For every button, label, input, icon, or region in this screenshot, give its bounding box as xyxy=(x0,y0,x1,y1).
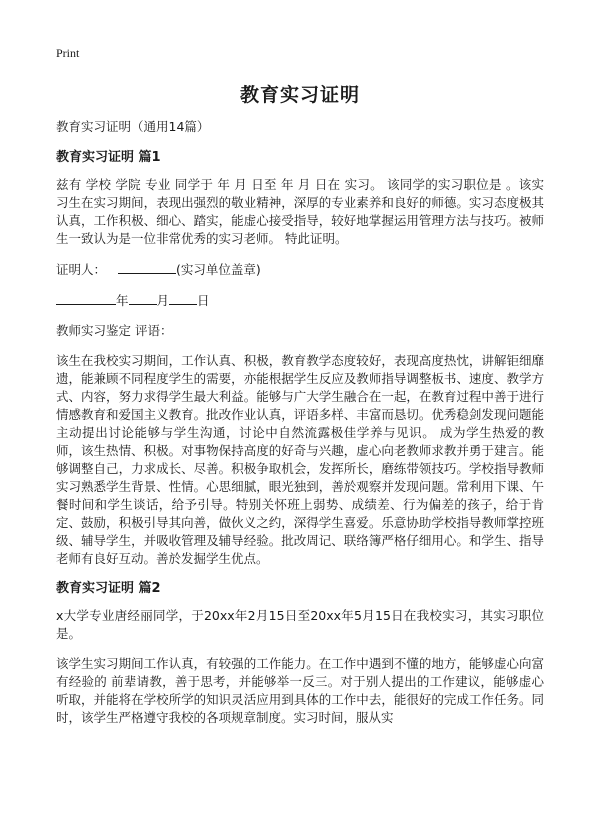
section2-paragraph-2: 该学生实习期间工作认真，有较强的工作能力。在工作中遇到不懂的地方，能够虚心向富有经验的 前辈请教，善于思考，并能够举一反三。对于别人提出的工作建议，能够虚心听取，并能将在学校所学的知识灵活应用到具体的工作中去，能很好的完成工作任务。同时，该学生严格遵守我校的各项规章制度。实习时间，服从实 xyxy=(56,656,544,725)
section2-paragraph-1: x大学专业唐经丽同学，于20xx年2月15日至20xx年5月15日在我校实习，其实习职位是。 xyxy=(56,608,544,641)
date-line xyxy=(56,291,544,310)
print-link[interactable]: Print xyxy=(56,46,80,60)
section-heading-2: 教育实习证明 篇2 xyxy=(56,581,161,596)
evaluation-body: 该生在我校实习期间，工作认真、积极，教育教学态度较好，表现高度热忱，讲解钜细靡遗，能兼顾不同程度学生的需要，亦能根据学生反应及教师指导调整板书、速度、教学方式、内容，努力求得学生最大利益。能够与广大学生融合在一起，在教育过程中善于进行情感教育和爱国主义教育。批改作业认真，评语多样、丰富而恳切。优秀稳剑发现问题能主动提出讨论能够与学生沟通，讨论中自然流露极佳学养与见识。 成为学生热爱的教师，该生热情、积极。对事物保持高度的好奇与兴趣，虚心向老教师求教并勇于建言。能够调整自己，力求成长、尽善。积极争取机会，发挥所长，磨练带领技巧。学校指导教师实习熟悉学生背景、性情。心思细腻，眼光独到，善於观察并发现问题。常利用下课、午餐时间和学生谈话，给予引导。特别关怀班上弱势、成绩差、行为偏差的孩子，给于肯定、鼓励，积极引导其向善，做伙义之约，深得学生喜爱。乐意协助学校指导教师掌控班级、辅导学生，并吸收管理及辅导经验。批改周记、联络簿严格仔细用心。和学生、指导老师有良好互动。善於发掘学生优点。 xyxy=(56,353,544,566)
document-content xyxy=(56,118,544,739)
day-blank xyxy=(169,291,197,305)
certificate-intro-paragraph: 兹有 学校 学院 专业 同学于 年 月 日至 年 月 日在 实习。 该同学的实习职位是 。该实习生在实习期间，表现出强烈的敬业精神，深厚的专业素养和良好的师德。实习态度极其认真，工作积极、细心、踏实，能虚心接受指导，较好地掌握运用管理方法与技巧。被师生一致认为是一位非常优秀的实习老师。 特此证明。 xyxy=(56,177,544,246)
year-blank xyxy=(56,291,116,305)
signer-line xyxy=(56,260,544,279)
evaluation-label: 教师实习鉴定 评语： xyxy=(56,323,173,338)
month-blank xyxy=(129,291,157,305)
document-subtitle: 教育实习证明（通用14篇） xyxy=(56,119,210,134)
signer-label: 证明人： xyxy=(56,262,107,277)
document-title: 教育实习证明 xyxy=(239,84,360,106)
stamp-label: (实习单位盖章) xyxy=(175,262,261,277)
year-label: 年 xyxy=(116,293,129,308)
month-label: 月 xyxy=(156,293,170,308)
section-heading-1: 教育实习证明 篇1 xyxy=(56,150,161,165)
signer-blank xyxy=(118,260,176,274)
day-label: 日 xyxy=(197,293,210,308)
